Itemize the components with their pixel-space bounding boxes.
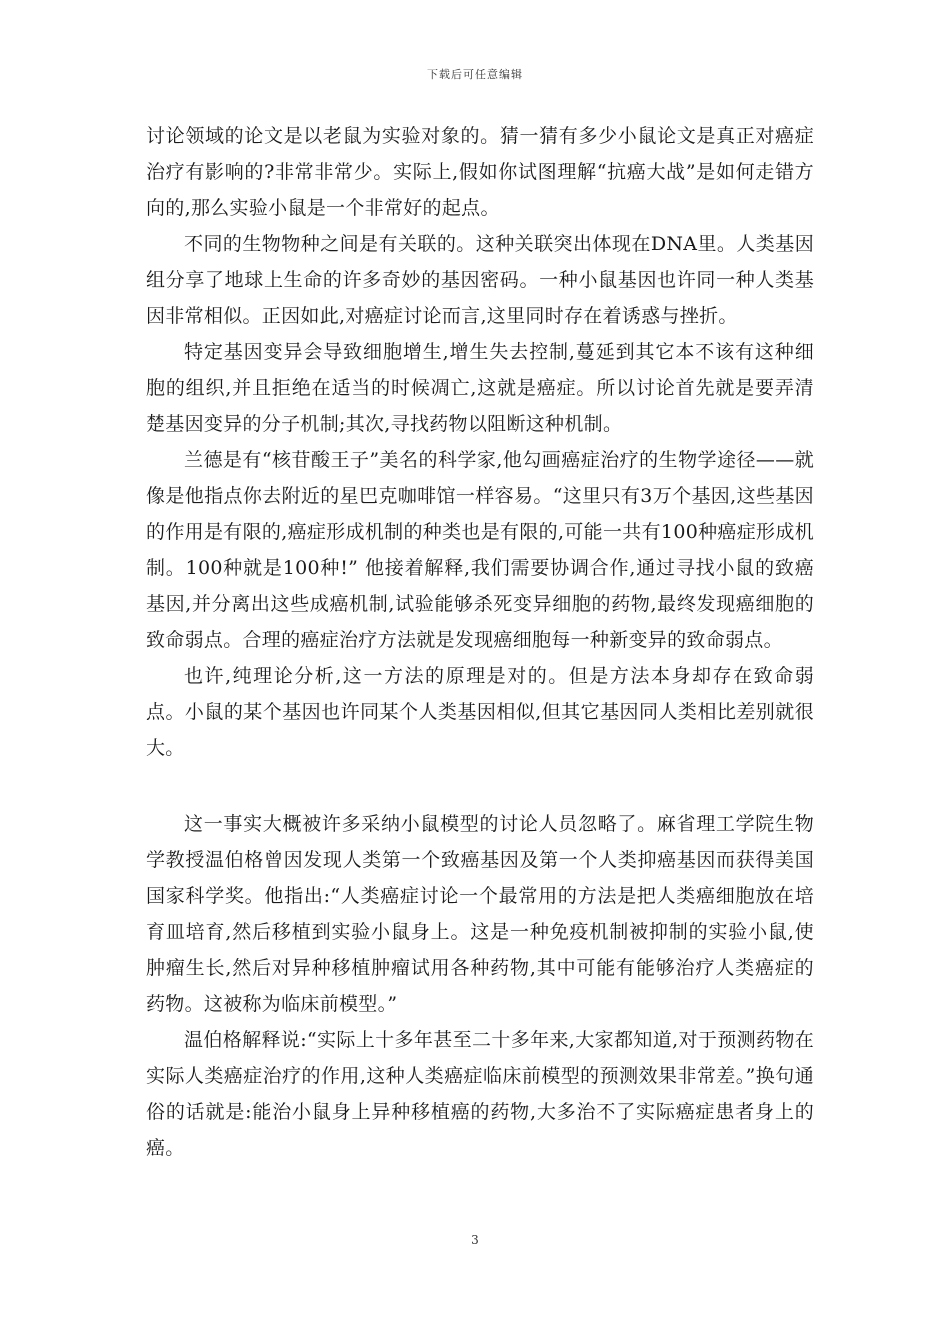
paragraph-7: 温伯格解释说:“实际上十多年甚至二十多年来,大家都知道,对于预测药物在实际人类癌症治疗的作用,这种人类癌症临床前模型的预测效果非常差。”换句通俗的话就是:能治小鼠身上异种移植癌的药物,大多治不了实际癌症患者身上的癌。 [146,1029,814,1159]
paragraph-6: 这一事实大概被许多采纳小鼠模型的讨论人员忽略了。麻省理工学院生物学教授温伯格曾因发现人类第一个致癌基因及第一个人类抑癌基因而获得美国国家科学奖。他指出:“人类癌症讨论一个最常用的方法是把人类癌细胞放在培育皿培育,然后移植到实验小鼠身上。这是一种免疫机制被抑制的实验小鼠,使肿瘤生长,然后对异种移植肿瘤试用各种药物,其中可能有能够治疗人类癌症的药物。这被称为临床前模型。” [146,813,814,1015]
paragraph-2: 不同的生物物种之间是有关联的。这种关联突出体现在DNA里。人类基因组分享了地球上生命的许多奇妙的基因密码。一种小鼠基因也许同一种人类基因非常相似。正因如此,对癌症讨论而言,这里同时存在着诱惑与挫折。 [146,233,814,327]
paragraph-3: 特定基因变异会导致细胞增生,增生失去控制,蔓延到其它本不该有这种细胞的组织,并且拒绝在适当的时候凋亡,这就是癌症。所以讨论首先就是要弄清楚基因变异的分子机制;其次,寻找药物以阻断这种机制。 [146,341,814,435]
page-header: 下载后可任意编辑 [427,68,523,81]
page-number: 3 [471,1233,479,1247]
document-body [146,118,814,1166]
paragraph-5: 也许,纯理论分析,这一方法的原理是对的。但是方法本身却存在致命弱点。小鼠的某个基因也许同某个人类基因相似,但其它基因同人类相比差别就很大。 [146,665,814,759]
paragraph-1: 讨论领域的论文是以老鼠为实验对象的。猜一猜有多少小鼠论文是真正对癌症治疗有影响的?非常非常少。实际上,假如你试图理解“抗癌大战”是如何走错方向的,那么实验小鼠是一个非常好的起点。 [146,125,814,219]
paragraph-4: 兰德是有“核苷酸王子”美名的科学家,他勾画癌症治疗的生物学途径——就像是他指点你去附近的星巴克咖啡馆一样容易。“这里只有3万个基因,这些基因的作用是有限的,癌症形成机制的种类也是有限的,可能一共有100种癌症形成机制。100种就是100种!” 他接着解释,我们需要协调合作,通过寻找小鼠的致癌基因,并分离出这些成癌机制,试验能够杀死变异细胞的药物,最终发现癌细胞的致命弱点。合理的癌症治疗方法就是发现癌细胞每一种新变异的致命弱点。 [146,449,814,651]
paragraph-gap [146,766,814,806]
